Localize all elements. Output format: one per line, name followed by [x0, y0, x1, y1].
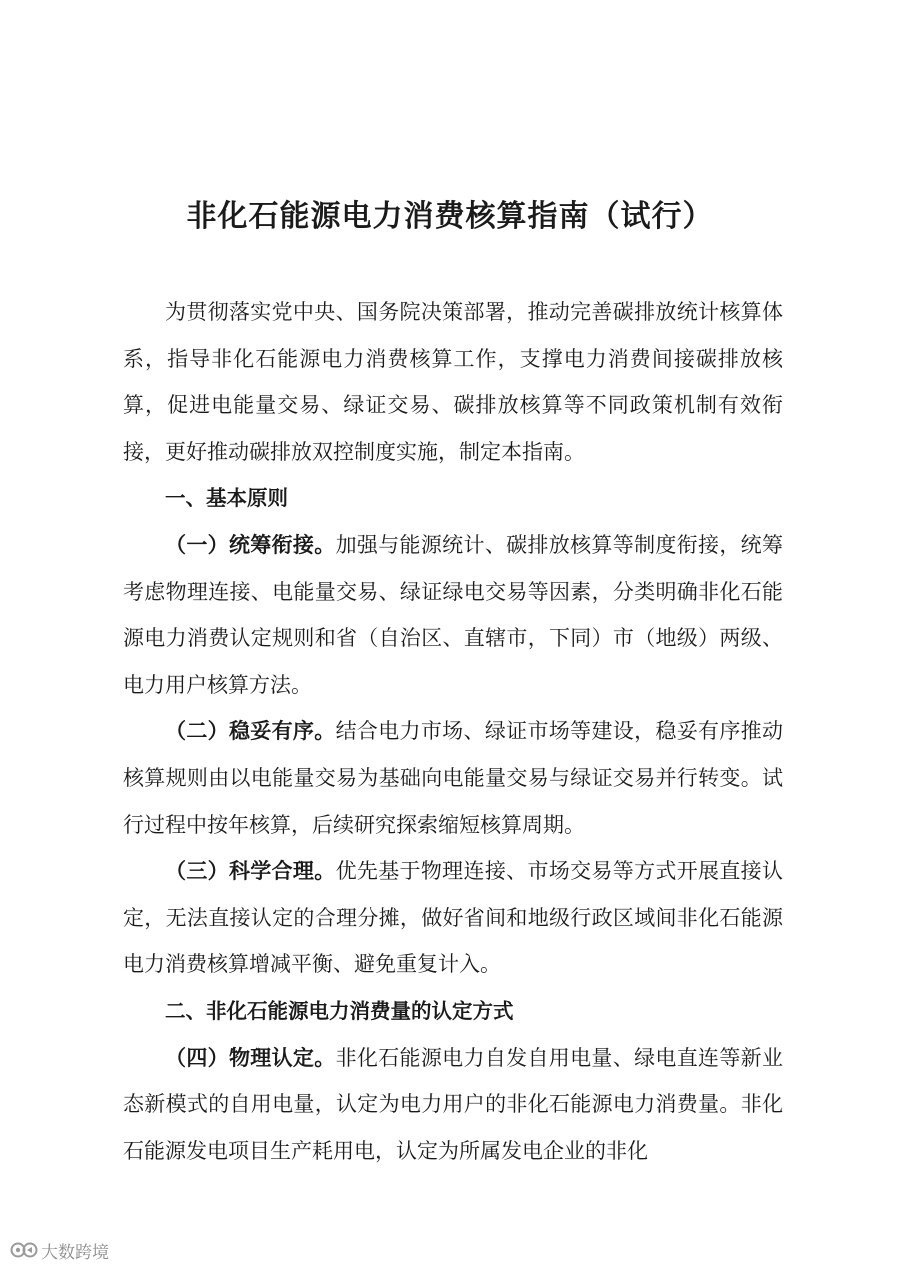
- watermark-text: 大数跨境: [41, 1242, 109, 1263]
- intro-paragraph: 为贯彻落实党中央、国务院决策部署，推动完善碳排放统计核算体系，指导非化石能源电力消费核算工作，支撑电力消费间接碳排放核算，促进电能量交易、绿证交易、碳排放核算等不同政策机制有效衔接，更好推动碳排放双控制度实施，制定本指南。: [123, 300, 783, 464]
- paragraph-text: 非化石能源电力自发自用电量、绿电直连等新业态新模式的自用电量，认定为电力用户的非化石能源电力消费量。非化石能源发电项目生产耗用电，认定为所属发电企业的非化: [123, 1045, 784, 1163]
- paragraph: [123, 708, 783, 848]
- document-body: [123, 289, 783, 1174]
- paragraph-lead: （四）物理认定。: [165, 1044, 336, 1070]
- paragraph: [123, 848, 783, 988]
- paragraph-lead: （三）科学合理。: [165, 858, 336, 884]
- paragraph-lead: （一）统筹衔接。: [165, 531, 336, 557]
- paragraph-text: 加强与能源统计、碳排放核算等制度衔接，统筹考虑物理连接、电能量交易、绿证绿电交易等因素，分类明确非化石能源电力消费认定规则和省（自治区、直辖市，下同）市（地级）两级、电力用户核算方法。: [123, 532, 784, 697]
- document-title: 非化石能源电力消费核算指南（试行）: [186, 199, 714, 234]
- paragraph: [123, 522, 783, 708]
- paragraph: [123, 1035, 783, 1175]
- section-heading: 一、基本原则: [165, 486, 288, 511]
- paragraph-text: 结合电力市场、绿证市场等建设，稳妥有序推动核算规则由以电能量交易为基础向电能量交易与绿证交易并行转变。试行过程中按年核算，后续研究探索缩短核算周期。: [123, 719, 784, 837]
- kwai-logo-icon: [10, 1239, 38, 1261]
- paragraph-lead: （二）稳妥有序。: [165, 718, 336, 744]
- watermark: [10, 1238, 109, 1262]
- section-heading: 二、非化石能源电力消费量的认定方式: [165, 998, 514, 1023]
- paragraph-text: 优先基于物理连接、市场交易等方式开展直接认定，无法直接认定的合理分摊，做好省间和地级行政区域间非化石能源电力消费核算增减平衡、避免重复计入。: [123, 859, 784, 977]
